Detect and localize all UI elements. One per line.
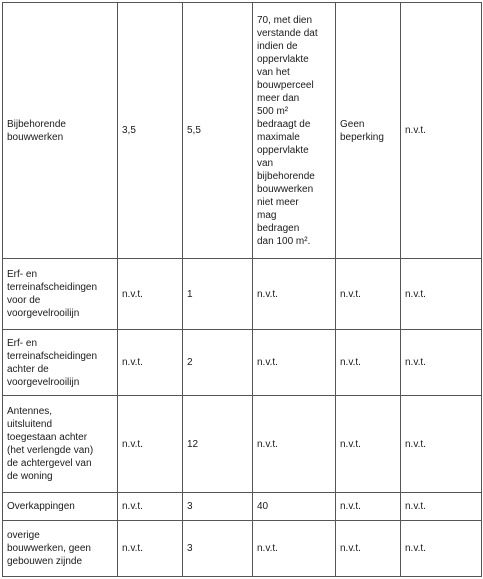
table-cell: 5,5: [183, 3, 253, 259]
table-row: [3, 3, 482, 259]
table-cell: n.v.t.: [401, 3, 482, 259]
table-cell: n.v.t.: [253, 521, 336, 577]
table-cell: n.v.t.: [336, 396, 401, 493]
table-cell: n.v.t.: [401, 396, 482, 493]
table-cell: overige bouwwerken, geen gebouwen zijnde: [3, 521, 118, 577]
table-cell: 1: [183, 259, 253, 330]
table-cell: Erf- en terreinafscheidingen voor de voorgevelrooilijn: [3, 259, 118, 330]
table-cell: 2: [183, 330, 253, 396]
table-cell: n.v.t.: [118, 493, 183, 521]
table-cell: 12: [183, 396, 253, 493]
table-cell: Bijbehorende bouwwerken: [3, 3, 118, 259]
table-cell: n.v.t.: [118, 396, 183, 493]
table-row: [3, 493, 482, 521]
table-row: [3, 396, 482, 493]
table-cell: n.v.t.: [253, 330, 336, 396]
table-row: [3, 259, 482, 330]
table-cell: n.v.t.: [401, 259, 482, 330]
table-cell: n.v.t.: [118, 330, 183, 396]
table-cell: 70, met dien verstande dat indien de oppervlakte van het bouwperceel meer dan 500 m² bedraagt de maximale oppervlakte van bijbehorende bouwwerken niet meer mag bedragen dan 100 m².: [253, 3, 336, 259]
regulations-table: [2, 2, 482, 577]
table-cell: n.v.t.: [118, 259, 183, 330]
table-cell: Erf- en terreinafscheidingen achter de voorgevelrooilijn: [3, 330, 118, 396]
table-cell: 3: [183, 493, 253, 521]
table-cell: Overkappingen: [3, 493, 118, 521]
table-cell: 3,5: [118, 3, 183, 259]
table-cell: n.v.t.: [336, 259, 401, 330]
table-cell: n.v.t.: [336, 521, 401, 577]
table-cell: 40: [253, 493, 336, 521]
table-cell: n.v.t.: [336, 493, 401, 521]
table-cell: Geen beperking: [336, 3, 401, 259]
table-row: [3, 521, 482, 577]
table-cell: n.v.t.: [401, 521, 482, 577]
table-cell: 3: [183, 521, 253, 577]
table-cell: n.v.t.: [253, 259, 336, 330]
table-cell: Antennes, uitsluitend toegestaan achter (het verlengde van) de achtergevel van de woning: [3, 396, 118, 493]
table-cell: n.v.t.: [253, 396, 336, 493]
table-cell: n.v.t.: [336, 330, 401, 396]
table-row: [3, 330, 482, 396]
table-cell: n.v.t.: [118, 521, 183, 577]
table-cell: n.v.t.: [401, 493, 482, 521]
table-cell: n.v.t.: [401, 330, 482, 396]
